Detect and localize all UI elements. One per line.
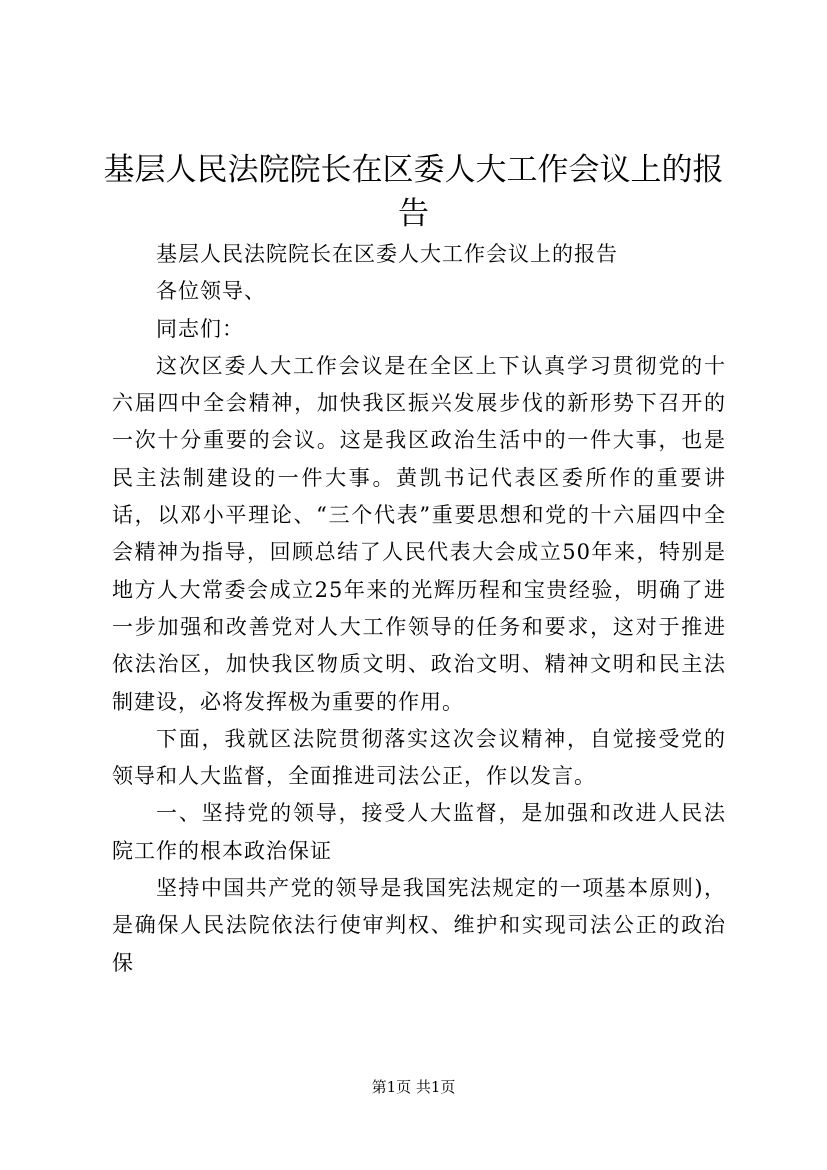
salutation-line: 各位领导、 <box>156 279 266 304</box>
body-paragraph: 坚持中国共产党的领导是我国宪法规定的一项基本原则)，是确保人民法院依法行使审判权、维护和实现司法公正的政治保 <box>112 876 726 975</box>
document-title: 基层人民法院院长在区委人大工作会议上的报告 <box>103 152 724 232</box>
page-footer: 第1页 共1页 <box>371 1078 456 1096</box>
section-heading: 一、坚持党的领导，接受人大监督，是加强和改进人民法院工作的根本政治保证 <box>112 801 726 863</box>
body-paragraph: 这次区委人大工作会议是在全区上下认真学习贯彻党的十六届四中全会精神，加快我区振兴发展步伐的新形势下召开的一次十分重要的会议。这是我区政治生活中的一件大事，也是民主法制建设的一件大事。黄凯书记代表区委所作的重要讲话，以邓小平理论、“三个代表”重要思想和党的十六届四中全会精神为指导，回顾总结了人民代表大会成立50年来，特别是地方人大常委会成立25年来的光辉历程和宝贵经验，明确了进一步加强和改善党对人大工作领导的任务和要求，这对于推进依法治区，加快我区物质文明、政治文明、精神文明和民主法制建设，必将发挥极为重要的作用。 <box>112 353 726 714</box>
document-body <box>112 236 726 982</box>
body-paragraph: 下面，我就区法院贯彻落实这次会议精神，自觉接受党的领导和人大监督，全面推进司法公正，作以发言。 <box>112 726 726 789</box>
body-paragraph: 基层人民法院院长在区委人大工作会议上的报告 <box>156 242 618 266</box>
salutation-line: 同志们： <box>156 316 244 341</box>
